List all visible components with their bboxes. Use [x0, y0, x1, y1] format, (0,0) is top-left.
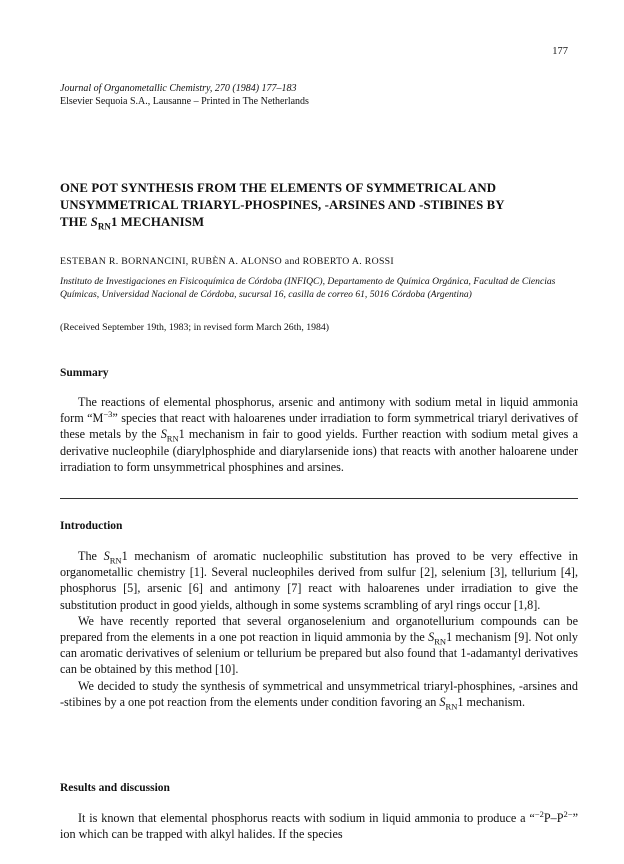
title-line-3 [60, 214, 580, 231]
title-line-2: UNSYMMETRICAL TRIARYL-PHOSPINES, -ARSINES AND -STIBINES BY [60, 198, 505, 212]
results-p1-b: ” ion which can be trapped with alkyl halides. If the species [60, 811, 578, 842]
intro-p3-b: 1 mechanism. [457, 694, 526, 709]
summary-text-a: The reactions of elemental phosphorus, arsenic and antimony with sodium metal in liquid ammonia form “M [60, 395, 578, 426]
intro-p2-srn-s: S [428, 630, 435, 645]
results-p1-a: It is known that elemental phosphorus reacts with sodium in liquid ammonia to produce a “ [78, 811, 535, 825]
intro-srn-sub: RN [109, 555, 122, 566]
intro-paragraph-2 [60, 613, 578, 678]
introduction-heading: Introduction [60, 520, 123, 532]
summary-text-c: 1 mechanism in fair to good yields. Further reaction with sodium metal gives a derivative nucleophile (diarylphosphide and diarylarsenide ions) that reacts with another haloarene under irradiation to form unsymmetrical phosphines and arsines. [60, 427, 578, 474]
intro-p3-a: We decided to study the synthesis of symmetrical and unsymmetrical triaryl-phosphines, -arsines and -stibines by a one pot reaction from the elements under condition favoring an [60, 678, 578, 709]
results-sup-1: −2 [534, 808, 544, 819]
title-line-1: ONE POT SYNTHESIS FROM THE ELEMENTS OF SYMMETRICAL AND [60, 181, 497, 195]
affiliation: Instituto de Investigaciones en Fisicoquímica de Córdoba (INFIQC), Departamento de Química Orgánica, Facultad de Ciencias Químicas, Universidad Nacional de Córdoba, sucursal 16, casilla de correo 61, 5016 Córdoba (Argentina) [60, 276, 556, 300]
intro-p2-a: We have recently reported that several organoselenium and organotellurium compounds can be prepared from the elements in a one pot reaction in liquid ammonia by the [60, 613, 578, 645]
summary-body [60, 394, 578, 475]
results-paragraph-1 [60, 810, 578, 842]
intro-p3-srn-sub: RN [445, 701, 458, 712]
intro-p3-srn-s: S [439, 694, 446, 709]
summary-text-b: ” species that react with haloarenes under irradiation to form symmetrical triaryl derivatives of these metals by the [60, 411, 579, 442]
summary-paragraph [60, 394, 578, 475]
authors: ESTEBAN R. BORNANCINI, RUBÈN A. ALONSO and ROBERTO A. ROSSI [60, 256, 394, 267]
results-p1-mid: P–P [543, 811, 564, 825]
article-title [60, 180, 580, 231]
title-line-3-post: 1 MECHANISM [110, 215, 205, 229]
received-dates: (Received September 19th, 1983; in revised form March 26th, 1984) [60, 322, 330, 333]
results-heading: Results and discussion [60, 782, 170, 794]
intro-paragraph-3 [60, 678, 578, 710]
journal-line-1: Journal of Organometallic Chemistry, 270 (1984) 177–183 [60, 83, 297, 94]
page-number: 177 [552, 46, 568, 57]
summary-srn-sub: RN [166, 433, 179, 444]
title-srn-sub: RN [97, 221, 111, 232]
results-sup-2: 2− [563, 808, 573, 819]
journal-line-2: Elsevier Sequoia S.A., Lausanne – Printed in The Netherlands [60, 96, 309, 107]
intro-p1-b: 1 mechanism of aromatic nucleophilic substitution has proved to be very effective in organometallic chemistry [1]. Several nucleophiles derived from sulfur [2], selenium [3], tellurium [4], phosphorus [5], arsenic [6] and antimony [7] react with haloarenes under irradiation to give the substitution product in good yields, although in some systems scrambling of aryl rings occur [1,8]. [60, 549, 578, 612]
intro-p2-b: 1 mechanism [9]. Not only can aromatic derivatives of selenium or tellurium be prepared but also found that 1-adamantyl derivatives can be obtained by this method [10]. [60, 630, 578, 677]
summary-sup: −3 [103, 409, 113, 420]
summary-heading: Summary [60, 367, 109, 379]
summary-srn-s: S [160, 427, 167, 442]
intro-p1-a: The [78, 549, 104, 563]
summary-rule [60, 498, 578, 499]
intro-p2-srn-sub: RN [434, 636, 447, 647]
intro-paragraph-1 [60, 548, 578, 613]
journal-citation [60, 82, 309, 108]
title-srn-s: S [90, 215, 98, 229]
intro-srn-s: S [103, 549, 110, 563]
results-body [60, 810, 578, 842]
title-line-3-pre: THE [60, 215, 91, 229]
introduction-body [60, 548, 578, 710]
